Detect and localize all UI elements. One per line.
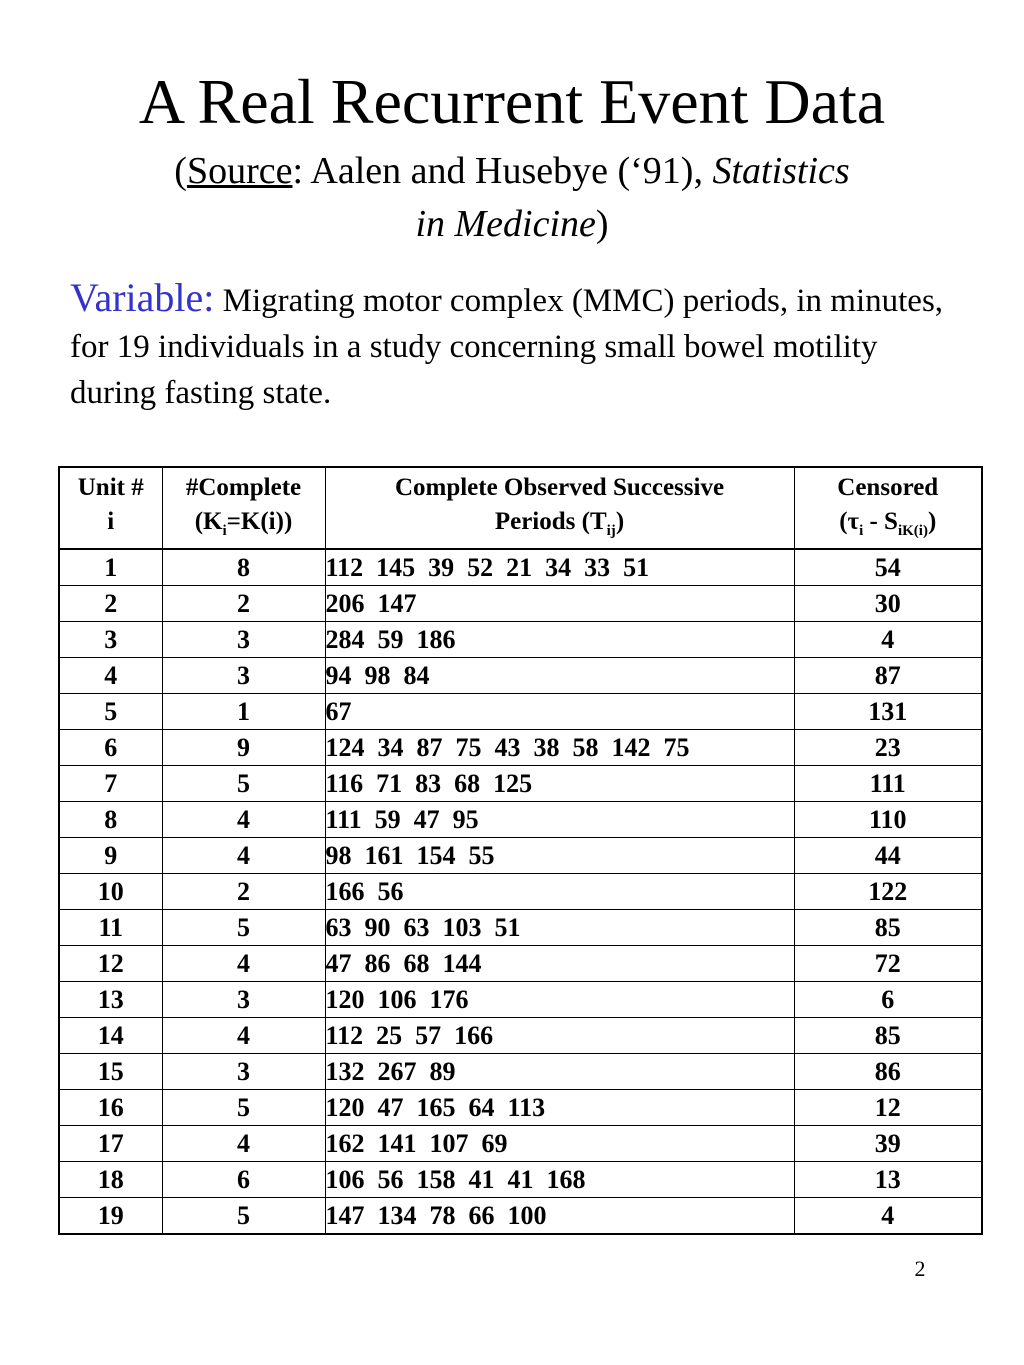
mmc-data-table <box>58 466 983 1235</box>
cell-censored: 85 <box>794 1018 982 1054</box>
cell-censored: 39 <box>794 1126 982 1162</box>
cell-periods: 94 98 84 <box>325 658 794 694</box>
journal-name-part2: in Medicine <box>415 203 596 245</box>
cell-complete: 3 <box>162 1054 325 1090</box>
table-row <box>59 622 982 658</box>
source-label: Source <box>186 150 293 192</box>
cell-complete: 9 <box>162 730 325 766</box>
table-row <box>59 1018 982 1054</box>
cell-periods: 120 47 165 64 113 <box>325 1090 794 1126</box>
cell-periods: 111 59 47 95 <box>325 802 794 838</box>
table-row <box>59 1162 982 1198</box>
cell-unit: 8 <box>59 802 162 838</box>
cell-complete: 3 <box>162 658 325 694</box>
cell-unit: 2 <box>59 586 162 622</box>
variable-label: Variable: <box>70 275 215 320</box>
table-row <box>59 910 982 946</box>
cell-complete: 4 <box>162 946 325 982</box>
cell-unit: 5 <box>59 694 162 730</box>
cell-unit: 11 <box>59 910 162 946</box>
cell-periods: 67 <box>325 694 794 730</box>
source-text: : Aalen and Husebye (‘91), <box>292 150 713 192</box>
cell-censored: 6 <box>794 982 982 1018</box>
table-row <box>59 874 982 910</box>
cell-periods: 166 56 <box>325 874 794 910</box>
cell-complete: 5 <box>162 766 325 802</box>
cell-complete: 5 <box>162 910 325 946</box>
cell-censored: 122 <box>794 874 982 910</box>
cell-censored: 4 <box>794 1198 982 1235</box>
cell-censored: 4 <box>794 622 982 658</box>
cell-complete: 2 <box>162 874 325 910</box>
cell-censored: 30 <box>794 586 982 622</box>
header-censored: Censored $(\tau_i - S_{iK(i)})$ <box>794 467 982 549</box>
cell-censored: 23 <box>794 730 982 766</box>
cell-unit: 14 <box>59 1018 162 1054</box>
cell-unit: 15 <box>59 1054 162 1090</box>
cell-periods: 63 90 63 103 51 <box>325 910 794 946</box>
cell-unit: 10 <box>59 874 162 910</box>
cell-periods: 47 86 68 144 <box>325 946 794 982</box>
table-row <box>59 766 982 802</box>
cell-unit: 1 <box>59 549 162 586</box>
cell-periods: 147 134 78 66 100 <box>325 1198 794 1235</box>
cell-complete: 3 <box>162 982 325 1018</box>
page-number: 2 <box>914 1256 926 1281</box>
cell-complete: 1 <box>162 694 325 730</box>
cell-periods: 162 141 107 69 <box>325 1126 794 1162</box>
cell-censored: 85 <box>794 910 982 946</box>
cell-censored: 131 <box>794 694 982 730</box>
table-row <box>59 730 982 766</box>
cell-unit: 13 <box>59 982 162 1018</box>
cell-complete: 5 <box>162 1090 325 1126</box>
source-open-paren: ( <box>174 150 187 192</box>
table-body <box>59 549 982 1234</box>
header-complete: #Complete $(K_i=K(i))$ <box>162 467 325 549</box>
cell-unit: 9 <box>59 838 162 874</box>
cell-periods: 112 25 57 166 <box>325 1018 794 1054</box>
cell-unit: 17 <box>59 1126 162 1162</box>
cell-periods: 106 56 158 41 41 168 <box>325 1162 794 1198</box>
variable-description <box>70 275 970 416</box>
cell-censored: 54 <box>794 549 982 586</box>
cell-censored: 72 <box>794 946 982 982</box>
cell-periods: 132 267 89 <box>325 1054 794 1090</box>
cell-censored: 86 <box>794 1054 982 1090</box>
cell-censored: 110 <box>794 802 982 838</box>
table-row <box>59 1126 982 1162</box>
cell-censored: 44 <box>794 838 982 874</box>
cell-censored: 12 <box>794 1090 982 1126</box>
cell-unit: 6 <box>59 730 162 766</box>
cell-periods: 112 145 39 52 21 34 33 51 <box>325 549 794 586</box>
cell-complete: 4 <box>162 802 325 838</box>
cell-unit: 18 <box>59 1162 162 1198</box>
cell-complete: 5 <box>162 1198 325 1235</box>
cell-periods: 116 71 83 68 125 <box>325 766 794 802</box>
cell-periods: 206 147 <box>325 586 794 622</box>
table-row <box>59 1198 982 1235</box>
table-row <box>59 694 982 730</box>
cell-periods: 124 34 87 75 43 38 58 142 75 <box>325 730 794 766</box>
variable-text: Migrating motor complex (MMC) periods, in minutes, for 19 individuals in a study concerning small bowel motility during fasting state. <box>70 283 944 411</box>
header-unit: Unit # i <box>59 467 162 549</box>
cell-complete: 3 <box>162 622 325 658</box>
journal-name-part1: Statistics <box>712 150 850 192</box>
cell-censored: 87 <box>794 658 982 694</box>
cell-unit: 19 <box>59 1198 162 1235</box>
slide-title: A Real Recurrent Event Data <box>138 66 886 137</box>
cell-periods: 98 161 154 55 <box>325 838 794 874</box>
cell-unit: 7 <box>59 766 162 802</box>
table-row <box>59 802 982 838</box>
cell-unit: 3 <box>59 622 162 658</box>
table-row <box>59 586 982 622</box>
cell-unit: 16 <box>59 1090 162 1126</box>
cell-complete: 4 <box>162 1018 325 1054</box>
source-citation <box>60 145 964 251</box>
table-row <box>59 658 982 694</box>
table-row <box>59 1054 982 1090</box>
table-row <box>59 982 982 1018</box>
cell-complete: 4 <box>162 1126 325 1162</box>
cell-complete: 8 <box>162 549 325 586</box>
cell-unit: 12 <box>59 946 162 982</box>
cell-complete: 4 <box>162 838 325 874</box>
cell-periods: 120 106 176 <box>325 982 794 1018</box>
cell-unit: 4 <box>59 658 162 694</box>
table-row <box>59 1090 982 1126</box>
source-close-paren: ) <box>595 203 609 245</box>
table-row <box>59 946 982 982</box>
cell-periods: 284 59 186 <box>325 622 794 658</box>
table-row <box>59 549 982 586</box>
table-header-row <box>59 467 982 549</box>
cell-complete: 2 <box>162 586 325 622</box>
table-row <box>59 838 982 874</box>
cell-complete: 6 <box>162 1162 325 1198</box>
header-periods: Complete Observed Successive Periods $(T_{ij})$ <box>325 467 794 549</box>
cell-censored: 13 <box>794 1162 982 1198</box>
cell-censored: 111 <box>794 766 982 802</box>
